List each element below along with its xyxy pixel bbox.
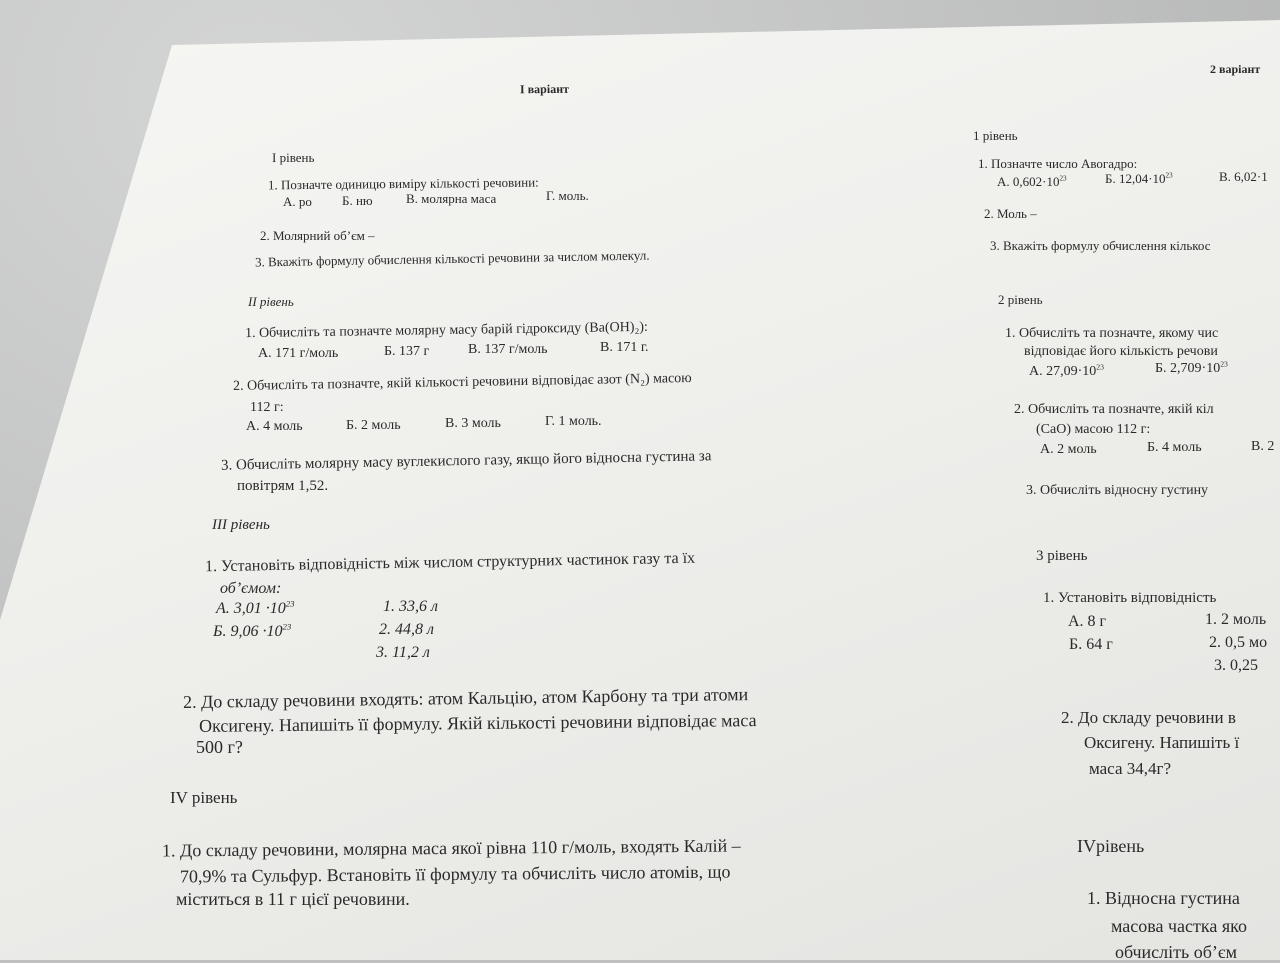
l2-q1-option-a: А. 171 г/моль	[258, 346, 339, 361]
variant-1-title: І варіант	[519, 81, 570, 97]
r-l3-q2-line3: маса 34,4г?	[1089, 759, 1172, 778]
r-l4-q1-line3: обчисліть об’єм	[1115, 942, 1237, 962]
l1-q2: 2. Молярний об’єм –	[260, 228, 375, 243]
r-l1-q1-option-c: В. 6,02·1	[1219, 169, 1268, 184]
l3-q2-line2: Оксигену. Напишіть її формулу. Якій кількості речовини відповідає маса	[198, 710, 757, 736]
l3-q1-option-b: Б. $9,06 \cdot 10^{23}$	[213, 621, 292, 640]
r-l4-q1-line2: масова частка яко	[1111, 916, 1247, 936]
r-l2-q2-line2: (CaO) масою 112 г:	[1036, 422, 1151, 437]
r-l3-q1-text: 1. Установіть відповідність	[1043, 590, 1217, 606]
r-l2-q3: 3. Обчисліть відносну густину	[1026, 483, 1209, 498]
r-l2-q1-line2: відповідає його кількість речови	[1024, 344, 1218, 359]
l2-q2-line2: 112 г:	[250, 400, 284, 415]
level-3-heading: ІІІ рівень	[212, 517, 270, 533]
r-l3-q1-option-a: А. 8 г	[1068, 613, 1107, 630]
r-l2-q2-option-b: Б. 4 моль	[1147, 440, 1202, 455]
l3-q1-line2: об’ємом:	[220, 580, 282, 597]
l1-q1-option-b: Б. ню	[342, 193, 373, 208]
l2-q1-text: 1. Обчисліть та позначте молярну масу барій гідроксиду (Ba(OH)₂):	[244, 319, 649, 342]
r-l2-q1-option-b: Б. $2,709\cdot 10^{23}$	[1155, 359, 1228, 376]
r-level-3-heading: 3 рівень	[1036, 548, 1088, 564]
l4-q1-line1: 1. До складу речовини, молярна маса якої рівна 110 г/моль, входять Калій –	[161, 835, 741, 861]
l4-q1-line2: 70,9% та Сульфур. Встановіть її формулу та обчисліть число атомів, що	[179, 861, 731, 887]
r-l3-q1-answer-1: 1. 2 моль	[1205, 611, 1267, 628]
r-l1-q3: 3. Вкажіть формулу обчислення кількос	[990, 238, 1211, 253]
l2-q2-option-d: Г. 1 моль.	[545, 414, 602, 429]
l2-q2-option-c: В. 3 моль	[445, 416, 501, 431]
r-l1-q1-option-b: Б. $12,04\cdot 10^{23}$	[1105, 171, 1173, 186]
r-level-1-heading: 1 рівень	[973, 128, 1018, 143]
l2-q3-line1: 3. Обчисліть молярну масу вуглекислого газу, якщо його відносна густина за	[220, 448, 712, 474]
r-l2-q2-option-a: А. 2 моль	[1040, 442, 1097, 457]
r-l3-q2-line2: Оксигену. Напишіть ї	[1084, 733, 1240, 752]
l2-q1-option-c: В. 137 г/моль	[468, 342, 548, 357]
r-l3-q1-answer-2: 2. 0,5 мо	[1209, 634, 1268, 651]
r-l2-q1-option-a: А. $27,09\cdot 10^{23}$	[1029, 362, 1104, 379]
r-l1-q1-option-a: А. $0,602\cdot 10^{23}$	[997, 174, 1067, 189]
l3-q1-answer-1: 1. 33,6 л	[383, 598, 438, 615]
l2-q3-line2: повітрям 1,52.	[237, 478, 329, 494]
r-l3-q2-line1: 2. До складу речовини в	[1061, 708, 1236, 727]
l3-q1-option-a: А. $3,01 \cdot 10^{23}$	[216, 598, 295, 617]
l2-q2-option-a: А. 4 моль	[246, 419, 303, 434]
l2-q2-option-b: Б. 2 моль	[346, 418, 401, 433]
l3-q1-answer-2: 2. 44,8 л	[379, 621, 434, 638]
level-1-heading: І рівень	[272, 150, 315, 165]
r-l1-q2: 2. Моль –	[984, 206, 1037, 221]
l1-q3: 3. Вкажіть формулу обчислення кількості речовини за числом молекул.	[254, 247, 650, 270]
l2-q1-option-b: Б. 137 г	[384, 344, 430, 359]
r-l1-q1-text: 1. Позначте число Авогадро:	[978, 156, 1138, 171]
r-l3-q1-option-b: Б. 64 г	[1069, 636, 1113, 653]
r-level-4-heading: ІVрівень	[1077, 836, 1145, 856]
l1-q1-option-d: Г. моль.	[546, 188, 589, 203]
r-l4-q1-line1: 1. Відносна густина	[1087, 888, 1240, 908]
r-l2-q2-option-c: В. 2	[1251, 439, 1275, 454]
l2-q1-option-d: В. 171 г.	[600, 340, 649, 355]
r-l2-q2-line1: 2. Обчисліть та позначте, якій кіл	[1014, 402, 1214, 417]
l4-q1-line3: міститься в 11 г цієї речовини.	[176, 889, 410, 909]
l3-q1-line1: 1. Установіть відповідність між числом структурних частинок газу та їх	[204, 549, 696, 576]
l1-q1-text: 1. Позначте одиницю виміру кількості речовини:	[267, 174, 539, 193]
l1-q1-option-c: В. молярна маса	[406, 191, 497, 206]
r-level-2-heading: 2 рівень	[998, 292, 1043, 307]
r-l2-q1-line1: 1. Обчисліть та позначте, якому чис	[1005, 326, 1219, 341]
level-4-heading: ІV рівень	[170, 788, 238, 807]
r-l3-q1-answer-3: 3. 0,25	[1214, 657, 1258, 674]
level-2-heading: ІІ рівень	[248, 294, 294, 309]
l3-q1-answer-3: 3. 11,2 л	[376, 644, 430, 661]
l1-q1-option-a: А. ро	[283, 194, 312, 209]
l2-q2-line1: 2. Обчисліть та позначте, якій кількості речовини відповідає азот (N₂) масою	[232, 370, 692, 395]
l3-q2-line1: 2. До складу речовини входять: атом Кальцію, атом Карбону та три атоми	[182, 684, 749, 712]
variant-2-title: 2 варіант	[1210, 62, 1261, 76]
l3-q2-line3: 500 г?	[196, 737, 243, 757]
